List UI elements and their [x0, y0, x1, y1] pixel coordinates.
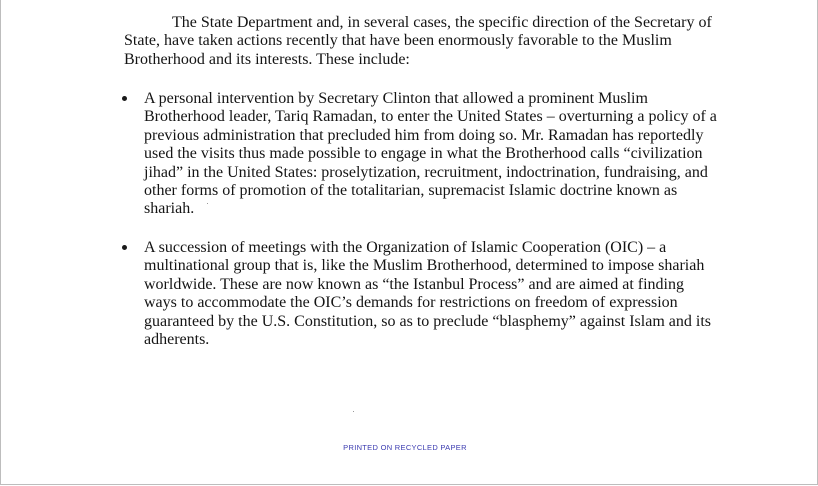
intro-line: The State Department and, in several cases, the specific direction of the Secretary of: [172, 14, 712, 31]
bullet-item-oic: [144, 239, 744, 349]
scan-speck: [353, 411, 354, 412]
bullet-line: ways to accommodate the OIC’s demands for restrictions on freedom of expression: [144, 294, 678, 312]
intro-line: Brotherhood and its interests. These include:: [124, 50, 410, 68]
bullet-item-ramadan: [144, 90, 744, 219]
intro-line: State, have taken actions recently that have been enormously favorable to the Muslim: [124, 32, 672, 50]
bullet-line: used the visits thus made possible to engage in what the Brotherhood calls “civilization: [144, 145, 703, 163]
bullet-line: Brotherhood leader, Tariq Ramadan, to enter the United States – overturning a policy of a: [144, 108, 717, 126]
bullet-line: other forms of promotion of the totalitarian, supremacist Islamic doctrine known as: [144, 182, 678, 200]
bullet-line: jihad” in the United States: proselytization, recruitment, indoctrination, fundraising, and: [144, 163, 708, 181]
bullet-icon: [122, 245, 127, 250]
bullet-line: A succession of meetings with the Organization of Islamic Cooperation (OIC) – a: [144, 239, 667, 256]
recycled-paper-note: PRINTED ON RECYCLED PAPER: [343, 443, 467, 452]
bullet-line: worldwide. These are now known as “the Istanbul Process” and are aimed at finding: [144, 275, 684, 293]
bullet-icon: [122, 96, 127, 101]
bullet-line: A personal intervention by Secretary Clinton that allowed a prominent Muslim: [144, 90, 648, 107]
bullet-line: shariah.: [144, 200, 195, 218]
bullet-line: adherents.: [144, 331, 210, 349]
intro-paragraph: [124, 14, 724, 69]
bullet-line: guaranteed by the U.S. Constitution, so as to preclude “blasphemy” against Islam and its: [144, 312, 711, 330]
scan-speck: [207, 203, 208, 204]
bullet-line: multinational group that is, like the Muslim Brotherhood, determined to impose shariah: [144, 257, 705, 275]
bullet-line: previous administration that precluded him from doing so. Mr. Ramadan has reportedly: [144, 126, 704, 144]
